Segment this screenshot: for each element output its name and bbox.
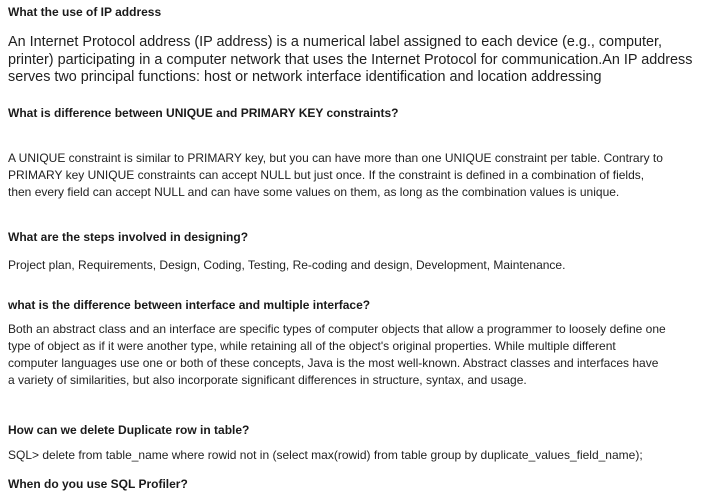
question-heading: What is difference between UNIQUE and PRIMARY KEY constraints? bbox=[8, 106, 399, 120]
question-heading: How can we delete Duplicate row in table? bbox=[8, 423, 250, 437]
answer-line: SQL> delete from table_name where rowid not in (select max(rowid) from table group by duplicate_values_field_name); bbox=[8, 448, 643, 462]
question-heading: When do you use SQL Profiler? bbox=[8, 477, 188, 491]
answer-line: then every field can accept NULL and can have some values on them, as long as the combination values is unique. bbox=[8, 185, 620, 199]
question-heading: What are the steps involved in designing? bbox=[8, 230, 249, 244]
answer-paragraph bbox=[8, 150, 663, 201]
answer-line: computer languages use one or both of these concepts, Java is the most well-known. Abstract classes and interfaces have bbox=[8, 356, 659, 370]
question-heading: what is the difference between interface and multiple interface? bbox=[8, 298, 371, 312]
answer-line: a variety of similarities, but also incorporate significant differences in structure, syntax, and usage. bbox=[8, 373, 527, 387]
answer-line: Project plan, Requirements, Design, Coding, Testing, Re-coding and design, Development, Maintenance. bbox=[8, 258, 566, 272]
answer-line: Both an abstract class and an interface are specific types of computer objects that allow a programmer to loosely define one bbox=[8, 322, 666, 336]
answer-paragraph bbox=[8, 321, 666, 389]
answer-paragraph bbox=[8, 447, 643, 464]
answer-line: PRIMARY key UNIQUE constraints can accept NULL but just once. If the constraint is defined in a combination of fields, bbox=[8, 168, 645, 182]
answer-line: printer) participating in a computer network that uses the Internet Protocol for communication.An IP address bbox=[8, 51, 693, 68]
answer-paragraph bbox=[8, 257, 565, 274]
answer-line: type of object as if it were another type, while retaining all of the object's original properties. While multiple different bbox=[8, 339, 616, 353]
answer-line: serves two principal functions: host or network interface identification and location addressing bbox=[8, 69, 602, 85]
answer-paragraph bbox=[8, 34, 692, 87]
answer-line: A UNIQUE constraint is similar to PRIMARY key, but you can have more than one UNIQUE constraint per table. Contrary to bbox=[8, 151, 663, 165]
question-heading: What the use of IP address bbox=[8, 5, 162, 19]
answer-line: An Internet Protocol address (IP address) is a numerical label assigned to each device (e.g., computer, bbox=[8, 34, 663, 50]
